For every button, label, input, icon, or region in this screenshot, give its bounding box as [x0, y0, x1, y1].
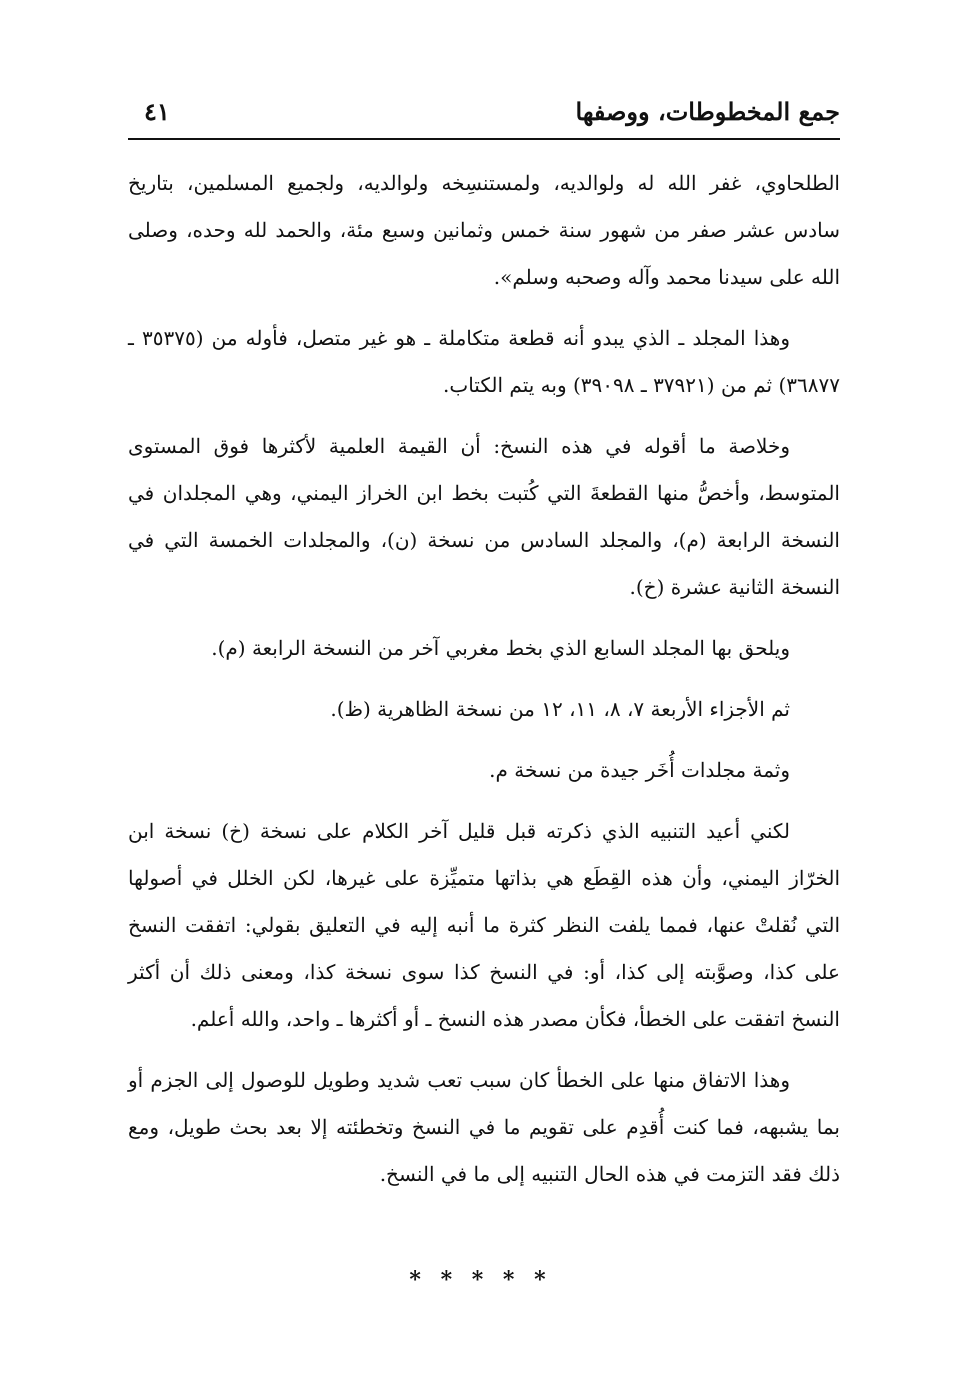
paragraph-other-volumes: وثمة مجلدات أُخَر جيدة من نسخة م. — [489, 758, 790, 782]
section-end-ornament: * * * * * — [409, 1267, 552, 1293]
body-text — [128, 160, 840, 1198]
page-number: ٤١ — [144, 97, 170, 126]
paragraph-note-on-errors: لكني أعيد التنبيه الذي ذكرته قبل قليل آخر الكلام على نسخة (خ) نسخة ابن الخرّاز اليمني، وأن هذه القِطَع هي بذاتها متميِّزة على غيرها، لكن الخلل في أصولها التي نُقلتْ عنها، فمما يلفت النظر كثرة ما أنبه إليه في التعليق بقولي: اتفقت النسخ على كذا، وصوَّبته إلى كذا، أو: في النسخ كذا سوى نسخة كذا، ومعنى ذلك أن أكثر النسخ اتفقت على الخطأ، فكأن مصدر هذه النسخ ـ أو أكثرها ـ واحد، والله أعلم. — [128, 819, 841, 1031]
header-rule — [128, 138, 840, 140]
running-title: جمع المخطوطات، ووصفها — [575, 97, 840, 126]
paragraph-seventh-volume: ويلحق بها المجلد السابع الذي بخط مغربي آخر من النسخة الرابعة (م). — [211, 636, 790, 660]
paragraph-agreement-on-error: وهذا الاتفاق منها على الخطأ كان سبب تعب شديد وطويل للوصول إلى الجزم أو بما يشبهه، فما كنت أُقدِم على تقويم ما في النسخ وتخطئته إلا بعد بحث طويل، ومع ذلك فقد التزمت في هذه الحال التنبيه إلى ما في النسخ. — [128, 1068, 841, 1186]
paragraph-colophon-end: الطلحاوي، غفر الله له ولوالديه، ولمستنسِخه ولوالديه، ولجميع المسلمين، بتاريخ سادس عشر صفر من شهور سنة خمس وثمانين وسبع مئة، والحمد لله وحده، وصلى الله على سيدنا محمد وآله وصحبه وسلم». — [128, 171, 840, 289]
page-header — [128, 96, 840, 140]
paragraph-zahiriyya-parts: ثم الأجزاء الأربعة ٧، ٨، ١١، ١٢ من نسخة الظاهرية (ظ). — [330, 697, 790, 721]
paragraph-summary: وخلاصة ما أقوله في هذه النسخ: أن القيمة العلمية لأكثرها فوق المستوى المتوسط، وأخصُّ منها القطعةَ التي كُتبت بخط ابن الخراز اليمني، وهي المجلدان في النسخة الرابعة (م)، والمجلد السادس من نسخة (ن)، والمجلدات الخمسة التي في النسخة الثانية عشرة (خ). — [128, 434, 840, 599]
paragraph-volume-range: وهذا المجلد ـ الذي يبدو أنه قطعة متكاملة ـ هو غير متصل، فأوله من (٣٥٣٧٥ ـ ٣٦٨٧٧) ثم من (٣٧٩٢١ ـ ٣٩٠٩٨) وبه يتم الكتاب. — [128, 326, 840, 397]
